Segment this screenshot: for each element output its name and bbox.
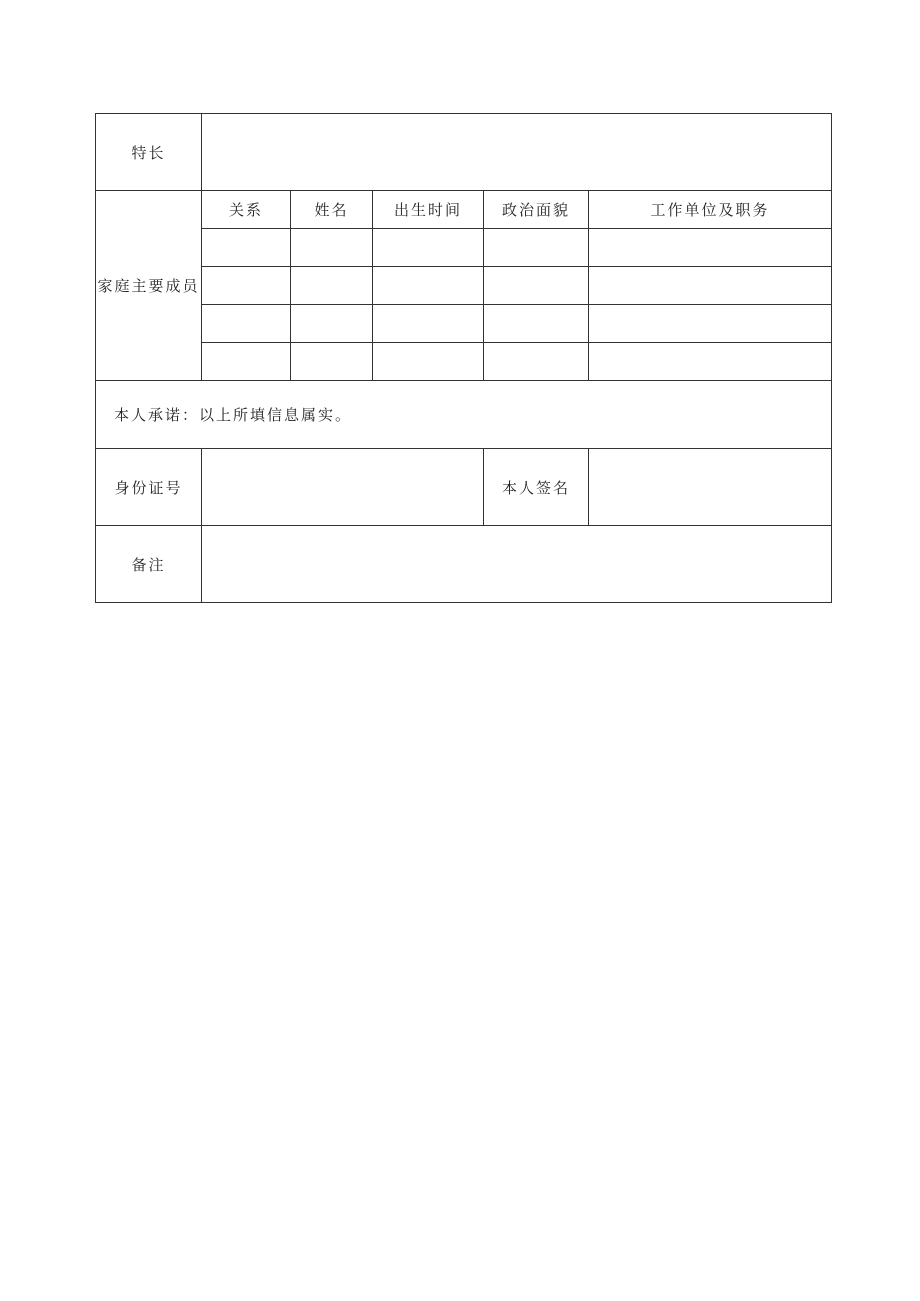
family-header-name: 姓名 <box>291 191 373 229</box>
family-member-row <box>96 343 832 381</box>
family-birth-date-cell[interactable] <box>373 229 484 267</box>
family-employer-position-cell[interactable] <box>589 229 832 267</box>
family-birth-date-cell[interactable] <box>373 267 484 305</box>
registration-form-table <box>95 113 832 603</box>
id-signature-row <box>96 449 832 526</box>
note-label: 备注 <box>96 526 202 603</box>
signature-label: 本人签名 <box>484 449 589 526</box>
specialty-row <box>96 114 832 191</box>
family-relation-cell[interactable] <box>202 267 291 305</box>
promise-statement: 本人承诺：以上所填信息属实。 <box>96 381 832 449</box>
note-field[interactable] <box>202 526 832 603</box>
family-birth-date-cell[interactable] <box>373 305 484 343</box>
family-member-row <box>96 267 832 305</box>
family-header-birth-date: 出生时间 <box>373 191 484 229</box>
family-name-cell[interactable] <box>291 343 373 381</box>
family-employer-position-cell[interactable] <box>589 305 832 343</box>
family-header-row <box>96 191 832 229</box>
family-political-status-cell[interactable] <box>484 305 589 343</box>
specialty-field[interactable] <box>202 114 832 191</box>
id-number-label: 身份证号 <box>96 449 202 526</box>
id-number-field[interactable] <box>202 449 484 526</box>
family-political-status-cell[interactable] <box>484 267 589 305</box>
family-member-row <box>96 229 832 267</box>
family-relation-cell[interactable] <box>202 229 291 267</box>
family-header-relation: 关系 <box>202 191 291 229</box>
note-row <box>96 526 832 603</box>
family-name-cell[interactable] <box>291 305 373 343</box>
family-birth-date-cell[interactable] <box>373 343 484 381</box>
family-name-cell[interactable] <box>291 267 373 305</box>
signature-field[interactable] <box>589 449 832 526</box>
family-header-employer-position: 工作单位及职务 <box>589 191 832 229</box>
family-member-row <box>96 305 832 343</box>
family-relation-cell[interactable] <box>202 305 291 343</box>
family-members-label: 家庭主要成员 <box>96 191 202 381</box>
family-employer-position-cell[interactable] <box>589 267 832 305</box>
family-relation-cell[interactable] <box>202 343 291 381</box>
promise-row <box>96 381 832 449</box>
family-employer-position-cell[interactable] <box>589 343 832 381</box>
specialty-label: 特长 <box>96 114 202 191</box>
family-political-status-cell[interactable] <box>484 343 589 381</box>
family-header-political-status: 政治面貌 <box>484 191 589 229</box>
family-name-cell[interactable] <box>291 229 373 267</box>
family-political-status-cell[interactable] <box>484 229 589 267</box>
